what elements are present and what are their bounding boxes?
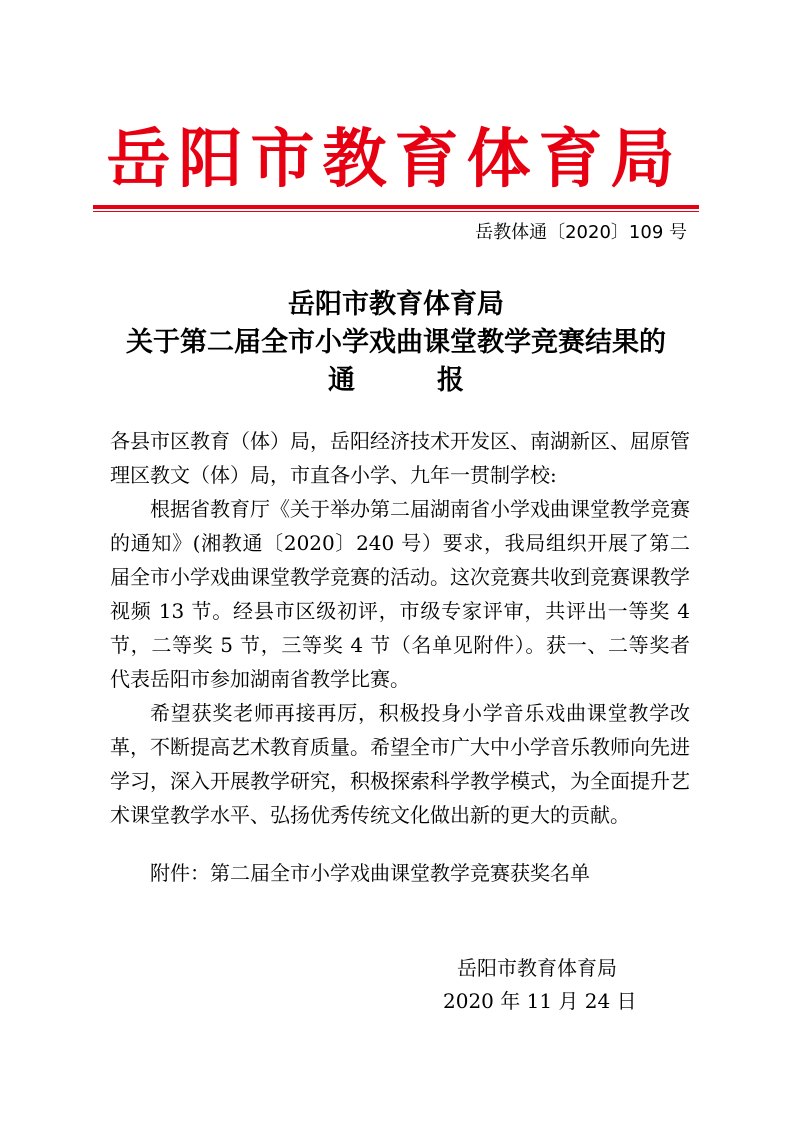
document-number: 岳教体通〔2020〕109 号 [475, 222, 687, 243]
document-title [93, 286, 699, 400]
title-line-3-char-1: 通 [328, 365, 355, 396]
addressee-paragraph: 各县市区教育（体）局，岳阳经济技术开发区、南湖新区、屈原管理区教文（体）局，市直各小学、九年一贯制学校: [110, 429, 690, 487]
red-letterhead-title: 岳阳市教育体育局 [106, 122, 683, 197]
red-divider-thin [93, 211, 699, 212]
body-paragraph-1: 根据省教育厅《关于举办第二届湖南省小学戏曲课堂教学竞赛的通知》(湘教通〔2020〕240 号）要求，我局组织开展了第二届全市小学戏曲课堂教学竞赛的活动。这次竞赛共收到竞赛课教学视频 13 节。经县市区级初评，市级专家评审，共评出一等奖 4 节，二等奖 5 节，三等奖 4 节（名单见附件）。获一、二等奖者代表岳阳市参加湖南省教学比赛。 [110, 497, 690, 691]
title-line-2: 关于第二届全市小学戏曲课堂教学竞赛结果的 [126, 327, 666, 358]
title-line-1: 岳阳市教育体育局 [288, 289, 504, 320]
attachment-note: 附件：第二届全市小学戏曲课堂教学竞赛获奖名单 [150, 861, 590, 885]
signature-organization: 岳阳市教育体育局 [457, 956, 617, 980]
title-line-3-char-2: 报 [437, 365, 464, 396]
signature-date: 2020 年 11 月 24 日 [443, 989, 637, 1013]
document-body [110, 424, 690, 832]
title-line-3 [93, 362, 699, 400]
red-divider-thick [93, 205, 699, 209]
body-paragraph-2: 希望获奖老师再接再厉，积极投身小学音乐戏曲课堂教学改革，不断提高艺术教育质量。希望全市广大中小学音乐教师向先进学习，深入开展教学研究，积极探索科学教学模式，为全面提升艺术课堂教学水平、弘扬优秀传统文化做出新的更大的贡献。 [110, 701, 690, 827]
